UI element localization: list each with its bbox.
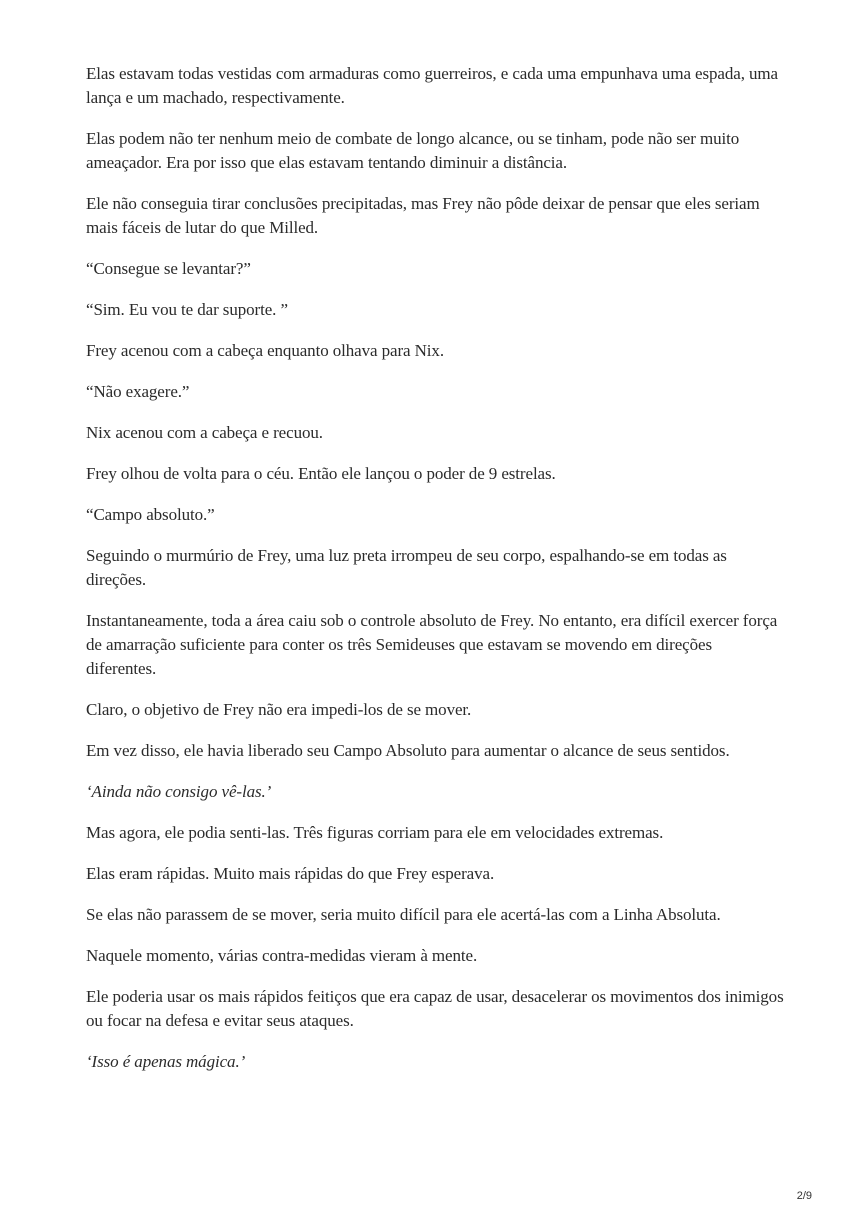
paragraph: Frey acenou com a cabeça enquanto olhava para Nix. — [86, 341, 444, 360]
paragraph: Se elas não parassem de se mover, seria muito difícil para ele acertá-las com a Linha Absoluta. — [86, 905, 721, 924]
paragraph: Frey olhou de volta para o céu. Então ele lançou o poder de 9 estrelas. — [86, 464, 556, 483]
paragraph: Elas estavam todas vestidas com armaduras como guerreiros, e cada uma empunhava uma espada, uma lança e um machado, respectivamente. — [86, 64, 778, 107]
paragraph: Elas podem não ter nenhum meio de combate de longo alcance, ou se tinham, pode não ser muito ameaçador. Era por isso que elas estavam tentando diminuir a distância. — [86, 129, 740, 172]
paragraph-italic: ‘Ainda não consigo vê-las.’ — [86, 782, 272, 801]
paragraph-italic: ‘Isso é apenas mágica.’ — [86, 1052, 246, 1071]
page-number: 2/9 — [796, 1190, 812, 1202]
paragraph: Instantaneamente, toda a área caiu sob o controle absoluto de Frey. No entanto, era difícil exercer força de amarração suficiente para conter os três Semideuses que estavam se movendo em direções diferentes. — [86, 611, 778, 678]
paragraph: “Campo absoluto.” — [86, 505, 215, 524]
document-body — [86, 62, 786, 1091]
paragraph: Ele poderia usar os mais rápidos feitiços que era capaz de usar, desacelerar os movimentos dos inimigos ou focar na defesa e evitar seus ataques. — [86, 987, 784, 1030]
paragraph: Claro, o objetivo de Frey não era impedi-los de se mover. — [86, 700, 472, 719]
paragraph: “Sim. Eu vou te dar suporte. ” — [86, 300, 288, 319]
paragraph: Elas eram rápidas. Muito mais rápidas do que Frey esperava. — [86, 864, 495, 883]
paragraph: “Não exagere.” — [86, 382, 190, 401]
paragraph: Nix acenou com a cabeça e recuou. — [86, 423, 323, 442]
paragraph: Ele não conseguia tirar conclusões precipitadas, mas Frey não pôde deixar de pensar que eles seriam mais fáceis de lutar do que Milled. — [86, 194, 760, 237]
paragraph: Em vez disso, ele havia liberado seu Campo Absoluto para aumentar o alcance de seus sentidos. — [86, 741, 730, 760]
paragraph: Naquele momento, várias contra-medidas vieram à mente. — [86, 946, 478, 965]
paragraph: Mas agora, ele podia senti-las. Três figuras corriam para ele em velocidades extremas. — [86, 823, 664, 842]
paragraph: Seguindo o murmúrio de Frey, uma luz preta irrompeu de seu corpo, espalhando-se em todas as direções. — [86, 546, 727, 589]
paragraph: “Consegue se levantar?” — [86, 259, 251, 278]
